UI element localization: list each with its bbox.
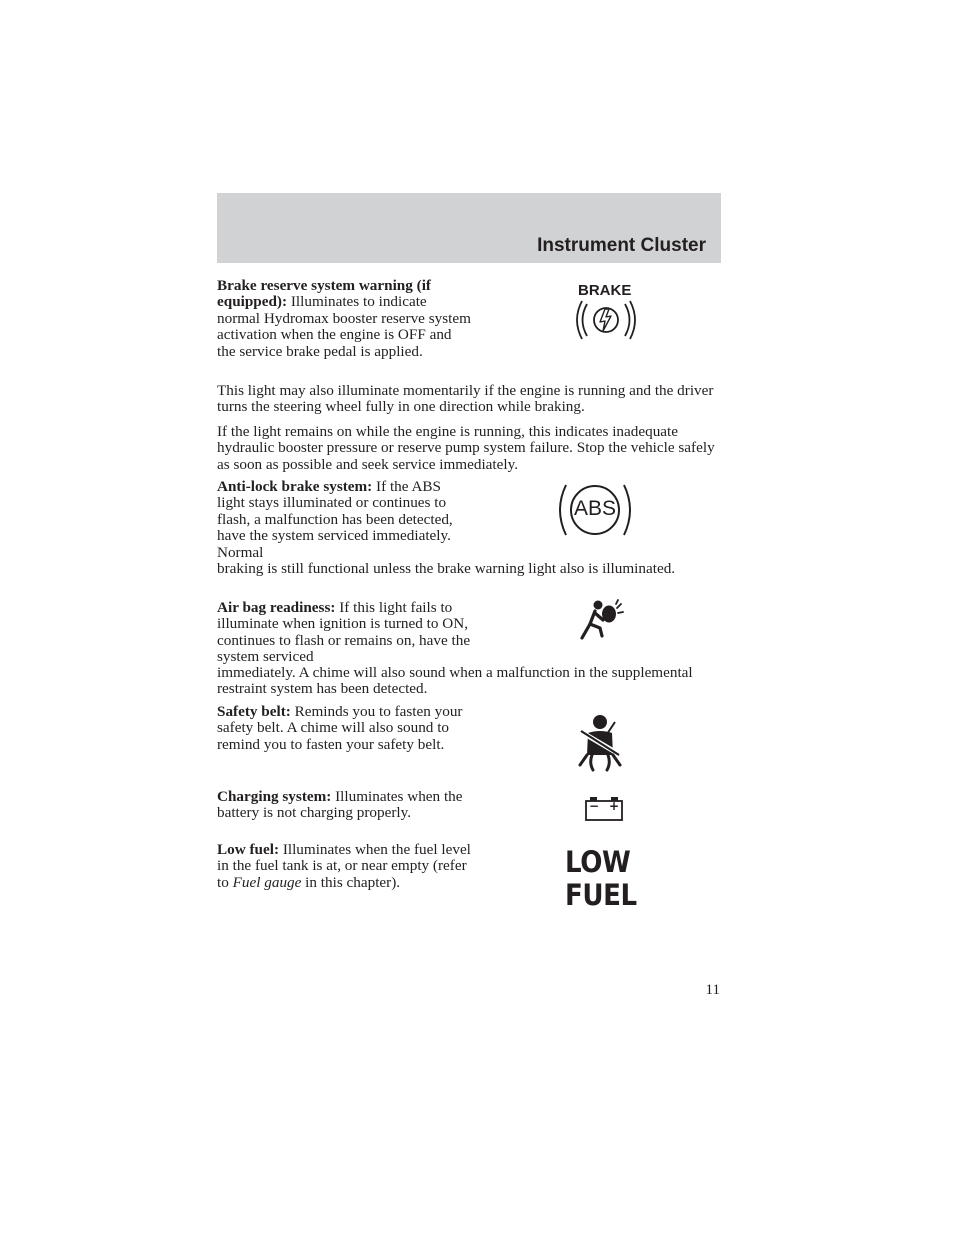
section-header (217, 193, 721, 263)
airbag-paragraph (217, 600, 471, 666)
brake-paragraph (217, 278, 471, 360)
charging-description: Illuminates when the battery is not charging properly. (217, 788, 463, 822)
airbag-term: Air bag readiness: (217, 599, 336, 616)
brake-icon-label: BRAKE (578, 282, 632, 299)
low-fuel-description: Illuminates when the fuel level in the fuel tank is at, or near empty (refer to (217, 841, 471, 891)
brake-paragraph-3: If the light remains on while the engine is running, this indicates inadequate hydraulic booster pressure or reserve pump system failure. Stop the vehicle safely as soon as possible and seek service immediately. (217, 423, 715, 473)
abs-paragraph (217, 479, 471, 561)
safety-belt-paragraph (217, 704, 471, 753)
brake-warning-icon (574, 298, 638, 342)
abs-icon-label: ABS (573, 497, 617, 520)
page-title: Instrument Cluster (537, 235, 706, 256)
safety-belt-term: Safety belt: (217, 703, 291, 720)
low-fuel-description-end: in this chapter). (301, 873, 401, 891)
brake-term: Brake reserve system warning (if equipped): (217, 277, 431, 311)
abs-description: If the ABS light stays illuminated or continues to flash, a malfunction has been detected, have the system serviced immediately. Normal (217, 478, 453, 561)
airbag-description: If this light fails to illuminate when ignition is turned to ON, continues to flash or remains on, have the system serviced (217, 599, 471, 666)
brake-paragraph-2: This light may also illuminate momentarily if the engine is running and the driver turns the steering wheel fully in one direction while braking. (217, 382, 714, 416)
brake-description: Illuminates to indicate normal Hydromax booster reserve system activation when the engine is OFF and the service brake pedal is applied. (217, 293, 471, 360)
charging-paragraph (217, 789, 471, 822)
low-fuel-paragraph (217, 842, 471, 891)
battery-plus-sign: + (609, 799, 620, 813)
low-fuel-icon-line-1: LOW (565, 845, 631, 879)
low-fuel-icon (565, 845, 637, 912)
battery-icon (584, 794, 624, 822)
airbag-paragraph-continued: immediately. A chime will also sound when a malfunction in the supplemental restraint system has been detected. (217, 664, 693, 698)
seatbelt-icon (575, 713, 625, 773)
abs-term: Anti-lock brake system: (217, 478, 373, 495)
battery-minus-sign: − (589, 799, 600, 813)
page-number: 11 (705, 982, 720, 998)
safety-belt-description: Reminds you to fasten your safety belt. A chime will also sound to remind you to fasten your safety belt. (217, 703, 463, 753)
abs-icon (557, 479, 633, 541)
low-fuel-term: Low fuel: (217, 841, 280, 858)
fuel-gauge-reference: Fuel gauge (232, 873, 302, 891)
abs-paragraph-continued: braking is still functional unless the brake warning light also is illuminated. (217, 560, 676, 577)
airbag-icon (576, 598, 626, 644)
charging-term: Charging system: (217, 788, 332, 805)
low-fuel-icon-line-2: FUEL (565, 878, 637, 912)
